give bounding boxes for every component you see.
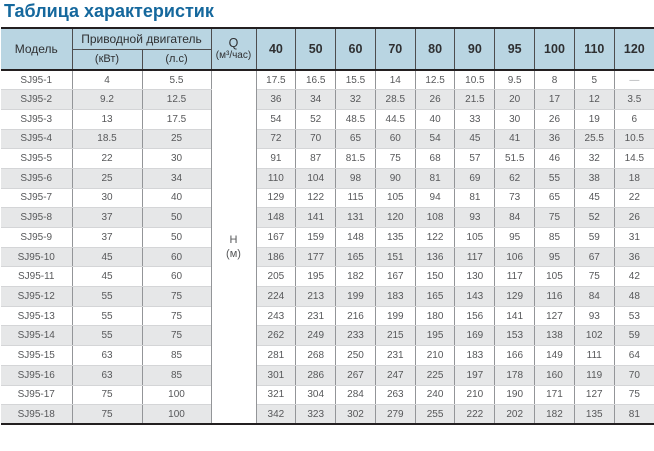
value-cell: 9.5 — [495, 70, 535, 90]
value-cell: 51.5 — [495, 149, 535, 169]
value-cell: 195 — [415, 326, 455, 346]
value-cell: 105 — [375, 188, 415, 208]
table-row — [1, 385, 654, 405]
model-cell: SJ95-8 — [1, 208, 72, 228]
table-row — [1, 208, 654, 228]
value-cell: 267 — [336, 365, 376, 385]
value-cell: 127 — [535, 306, 575, 326]
value-cell: 210 — [455, 385, 495, 405]
value-cell: 195 — [296, 267, 336, 287]
table-row — [1, 306, 654, 326]
value-cell: 33 — [455, 109, 495, 129]
value-cell: 210 — [415, 346, 455, 366]
flow-column-header: 50 — [296, 28, 336, 70]
value-cell: 279 — [375, 405, 415, 425]
value-cell: 143 — [455, 287, 495, 307]
value-cell: 48.5 — [336, 109, 376, 129]
value-cell: 104 — [296, 168, 336, 188]
model-cell: SJ95-6 — [1, 168, 72, 188]
value-cell: 286 — [296, 365, 336, 385]
value-cell: 202 — [495, 405, 535, 425]
value-cell: 14 — [375, 70, 415, 90]
value-cell: 243 — [256, 306, 296, 326]
table-row — [1, 168, 654, 188]
table-header — [1, 28, 654, 70]
flow-column-header: 80 — [415, 28, 455, 70]
value-cell: 240 — [415, 385, 455, 405]
model-cell: SJ95-4 — [1, 129, 72, 149]
hp-cell: 50 — [142, 228, 211, 248]
value-cell: 18 — [614, 168, 654, 188]
value-cell: 81 — [614, 405, 654, 425]
value-cell: 90 — [375, 168, 415, 188]
value-cell: 130 — [455, 267, 495, 287]
value-cell: 182 — [535, 405, 575, 425]
value-cell: 62 — [495, 168, 535, 188]
value-cell: 40 — [415, 109, 455, 129]
value-cell: 25.5 — [574, 129, 614, 149]
value-cell: 20 — [495, 90, 535, 110]
value-cell: 5 — [574, 70, 614, 90]
value-cell: 10.5 — [455, 70, 495, 90]
value-cell: 105 — [535, 267, 575, 287]
hp-cell: 5.5 — [142, 70, 211, 90]
value-cell: 301 — [256, 365, 296, 385]
value-cell: 52 — [296, 109, 336, 129]
value-cell: 64 — [614, 346, 654, 366]
kw-cell: 13 — [72, 109, 142, 129]
value-cell: 165 — [415, 287, 455, 307]
value-cell: 153 — [495, 326, 535, 346]
q-unit-label: (м³/час) — [215, 50, 252, 62]
value-cell: 105 — [455, 228, 495, 248]
hp-subheader: (л.с) — [142, 49, 211, 70]
value-cell: 199 — [375, 306, 415, 326]
value-cell: 54 — [256, 109, 296, 129]
table-row — [1, 70, 654, 90]
value-cell: 59 — [574, 228, 614, 248]
value-cell: 106 — [495, 247, 535, 267]
value-cell: 165 — [336, 247, 376, 267]
value-cell: 32 — [336, 90, 376, 110]
header-row-top — [1, 28, 654, 49]
value-cell: 81.5 — [336, 149, 376, 169]
value-cell: 81 — [455, 188, 495, 208]
value-cell: 94 — [415, 188, 455, 208]
value-cell: 135 — [574, 405, 614, 425]
model-cell: SJ95-13 — [1, 306, 72, 326]
value-cell: 178 — [495, 365, 535, 385]
value-cell: 19 — [574, 109, 614, 129]
value-cell: 115 — [336, 188, 376, 208]
value-cell: 151 — [375, 247, 415, 267]
value-cell: 17 — [535, 90, 575, 110]
value-cell: 304 — [296, 385, 336, 405]
table-row — [1, 188, 654, 208]
value-cell: 36 — [614, 247, 654, 267]
hp-cell: 75 — [142, 287, 211, 307]
kw-cell: 30 — [72, 188, 142, 208]
value-cell: 116 — [535, 287, 575, 307]
value-cell: 65 — [336, 129, 376, 149]
model-cell: SJ95-17 — [1, 385, 72, 405]
value-cell: 224 — [256, 287, 296, 307]
value-cell: 54 — [415, 129, 455, 149]
hp-cell: 30 — [142, 149, 211, 169]
value-cell: 149 — [535, 346, 575, 366]
flow-column-header: 60 — [336, 28, 376, 70]
kw-cell: 63 — [72, 346, 142, 366]
value-cell: 72 — [256, 129, 296, 149]
value-cell: 119 — [574, 365, 614, 385]
flow-column-header: 70 — [375, 28, 415, 70]
value-cell: 323 — [296, 405, 336, 425]
value-cell: 131 — [336, 208, 376, 228]
hp-cell: 40 — [142, 188, 211, 208]
value-cell: 169 — [455, 326, 495, 346]
flow-column-header: 90 — [455, 28, 495, 70]
value-cell: 117 — [455, 247, 495, 267]
hp-cell: 60 — [142, 247, 211, 267]
model-cell: SJ95-12 — [1, 287, 72, 307]
model-cell: SJ95-15 — [1, 346, 72, 366]
table-row — [1, 228, 654, 248]
value-cell: 93 — [455, 208, 495, 228]
value-cell: 45 — [455, 129, 495, 149]
model-cell: SJ95-18 — [1, 405, 72, 425]
page-title: Таблица характеристик — [4, 1, 214, 21]
value-cell: 30 — [495, 109, 535, 129]
value-cell: 41 — [495, 129, 535, 149]
value-cell: 127 — [574, 385, 614, 405]
q-column-header — [211, 28, 256, 70]
table-row — [1, 90, 654, 110]
model-cell: SJ95-5 — [1, 149, 72, 169]
value-cell: 159 — [296, 228, 336, 248]
kw-cell: 75 — [72, 385, 142, 405]
value-cell: 15.5 — [336, 70, 376, 90]
value-cell: 141 — [296, 208, 336, 228]
value-cell: 26 — [535, 109, 575, 129]
value-cell: 222 — [455, 405, 495, 425]
value-cell: 281 — [256, 346, 296, 366]
kw-cell: 4 — [72, 70, 142, 90]
value-cell: 57 — [455, 149, 495, 169]
value-cell: 183 — [375, 287, 415, 307]
kw-cell: 75 — [72, 405, 142, 425]
kw-cell: 37 — [72, 228, 142, 248]
hp-cell: 100 — [142, 385, 211, 405]
value-cell: 205 — [256, 267, 296, 287]
value-cell: 166 — [495, 346, 535, 366]
value-cell: 136 — [415, 247, 455, 267]
kw-cell: 55 — [72, 326, 142, 346]
value-cell: 183 — [455, 346, 495, 366]
h-unit-label: (м) — [226, 248, 241, 261]
kw-cell: 45 — [72, 247, 142, 267]
value-cell: 177 — [296, 247, 336, 267]
value-cell: 160 — [535, 365, 575, 385]
value-cell: 148 — [336, 228, 376, 248]
kw-cell: 22 — [72, 149, 142, 169]
value-cell: 263 — [375, 385, 415, 405]
page — [0, 1, 654, 451]
table-row — [1, 365, 654, 385]
model-cell: SJ95-14 — [1, 326, 72, 346]
kw-cell: 25 — [72, 168, 142, 188]
hp-cell: 60 — [142, 267, 211, 287]
value-cell: 69 — [455, 168, 495, 188]
value-cell: 93 — [574, 306, 614, 326]
characteristics-table — [1, 27, 654, 425]
hp-cell: 25 — [142, 129, 211, 149]
table-row — [1, 129, 654, 149]
value-cell: 16.5 — [296, 70, 336, 90]
value-cell: 67 — [574, 247, 614, 267]
value-cell: 249 — [296, 326, 336, 346]
value-cell: 197 — [455, 365, 495, 385]
value-cell: 48 — [614, 287, 654, 307]
model-cell: SJ95-1 — [1, 70, 72, 90]
value-cell: 12.5 — [415, 70, 455, 90]
model-cell: SJ95-11 — [1, 267, 72, 287]
value-cell: 110 — [256, 168, 296, 188]
value-cell: 102 — [574, 326, 614, 346]
value-cell: 262 — [256, 326, 296, 346]
value-cell: 75 — [535, 208, 575, 228]
hp-cell: 100 — [142, 405, 211, 425]
q-label: Q — [228, 36, 239, 51]
model-column-header: Модель — [1, 28, 72, 70]
value-cell: 108 — [415, 208, 455, 228]
value-cell: 59 — [614, 326, 654, 346]
value-cell: 268 — [296, 346, 336, 366]
value-cell: 68 — [415, 149, 455, 169]
value-cell: 22 — [614, 188, 654, 208]
value-cell: 247 — [375, 365, 415, 385]
value-cell: 53 — [614, 306, 654, 326]
value-cell: 14.5 — [614, 149, 654, 169]
value-cell: 231 — [375, 346, 415, 366]
value-cell: 167 — [256, 228, 296, 248]
h-label: H — [229, 233, 238, 246]
value-cell: 36 — [535, 129, 575, 149]
value-cell: 75 — [375, 149, 415, 169]
value-cell: 81 — [415, 168, 455, 188]
hp-cell: 12.5 — [142, 90, 211, 110]
value-cell: 60 — [375, 129, 415, 149]
value-cell: 321 — [256, 385, 296, 405]
value-cell: 6 — [614, 109, 654, 129]
value-cell: 122 — [296, 188, 336, 208]
value-cell: 12 — [574, 90, 614, 110]
value-cell: 213 — [296, 287, 336, 307]
table-row — [1, 287, 654, 307]
value-cell: 342 — [256, 405, 296, 425]
table-row — [1, 109, 654, 129]
model-cell: SJ95-10 — [1, 247, 72, 267]
kw-subheader: (кВт) — [72, 49, 142, 70]
value-cell: 52 — [574, 208, 614, 228]
value-cell: 180 — [415, 306, 455, 326]
value-cell: 17.5 — [256, 70, 296, 90]
value-cell: 31 — [614, 228, 654, 248]
value-cell: 38 — [574, 168, 614, 188]
value-cell: 75 — [614, 385, 654, 405]
value-cell: 171 — [535, 385, 575, 405]
value-cell: 231 — [296, 306, 336, 326]
table-row — [1, 405, 654, 425]
value-cell: 26 — [614, 208, 654, 228]
value-cell: 34 — [296, 90, 336, 110]
head-unit-cell — [211, 70, 256, 424]
kw-cell: 18.5 — [72, 129, 142, 149]
model-cell: SJ95-16 — [1, 365, 72, 385]
value-cell: 73 — [495, 188, 535, 208]
model-cell: SJ95-7 — [1, 188, 72, 208]
flow-column-header: 120 — [614, 28, 654, 70]
value-cell: 36 — [256, 90, 296, 110]
value-cell: 3.5 — [614, 90, 654, 110]
value-cell: 98 — [336, 168, 376, 188]
value-cell: 284 — [336, 385, 376, 405]
value-cell: 95 — [495, 228, 535, 248]
hp-cell: 17.5 — [142, 109, 211, 129]
value-cell: 167 — [375, 267, 415, 287]
motor-group-header: Приводной двигатель — [72, 28, 211, 49]
value-cell: 122 — [415, 228, 455, 248]
table-row — [1, 267, 654, 287]
value-cell: 42 — [614, 267, 654, 287]
value-cell: 28.5 — [375, 90, 415, 110]
value-cell: 255 — [415, 405, 455, 425]
value-cell: 215 — [375, 326, 415, 346]
value-cell: 186 — [256, 247, 296, 267]
value-cell: 21.5 — [455, 90, 495, 110]
value-cell: 182 — [336, 267, 376, 287]
value-cell: 190 — [495, 385, 535, 405]
value-cell: 8 — [535, 70, 575, 90]
value-cell: 32 — [574, 149, 614, 169]
value-cell: 135 — [375, 228, 415, 248]
value-cell: 120 — [375, 208, 415, 228]
value-cell: 216 — [336, 306, 376, 326]
value-cell: 148 — [256, 208, 296, 228]
table-row — [1, 346, 654, 366]
value-cell: 95 — [535, 247, 575, 267]
value-cell: 45 — [574, 188, 614, 208]
kw-cell: 45 — [72, 267, 142, 287]
value-cell: 75 — [574, 267, 614, 287]
model-cell: SJ95-2 — [1, 90, 72, 110]
value-cell: 117 — [495, 267, 535, 287]
value-cell: 150 — [415, 267, 455, 287]
kw-cell: 9.2 — [72, 90, 142, 110]
value-cell: 138 — [535, 326, 575, 346]
value-cell: 225 — [415, 365, 455, 385]
kw-cell: 55 — [72, 287, 142, 307]
value-cell: 233 — [336, 326, 376, 346]
value-cell: 199 — [336, 287, 376, 307]
value-cell: 91 — [256, 149, 296, 169]
value-cell: 65 — [535, 188, 575, 208]
value-cell: 111 — [574, 346, 614, 366]
flow-column-header: 95 — [495, 28, 535, 70]
kw-cell: 37 — [72, 208, 142, 228]
hp-cell: 75 — [142, 326, 211, 346]
flow-column-header: 110 — [574, 28, 614, 70]
value-cell: 85 — [535, 228, 575, 248]
model-cell: SJ95-3 — [1, 109, 72, 129]
value-cell: 70 — [296, 129, 336, 149]
value-cell: — — [614, 70, 654, 90]
value-cell: 46 — [535, 149, 575, 169]
table-row — [1, 326, 654, 346]
value-cell: 129 — [256, 188, 296, 208]
value-cell: 26 — [415, 90, 455, 110]
table-row — [1, 149, 654, 169]
hp-cell: 34 — [142, 168, 211, 188]
value-cell: 55 — [535, 168, 575, 188]
value-cell: 44.5 — [375, 109, 415, 129]
kw-cell: 63 — [72, 365, 142, 385]
hp-cell: 50 — [142, 208, 211, 228]
value-cell: 156 — [455, 306, 495, 326]
flow-column-header: 100 — [535, 28, 575, 70]
value-cell: 84 — [574, 287, 614, 307]
value-cell: 70 — [614, 365, 654, 385]
value-cell: 87 — [296, 149, 336, 169]
table-row — [1, 247, 654, 267]
hp-cell: 85 — [142, 365, 211, 385]
value-cell: 84 — [495, 208, 535, 228]
value-cell: 250 — [336, 346, 376, 366]
value-cell: 129 — [495, 287, 535, 307]
model-cell: SJ95-9 — [1, 228, 72, 248]
hp-cell: 75 — [142, 306, 211, 326]
value-cell: 302 — [336, 405, 376, 425]
hp-cell: 85 — [142, 346, 211, 366]
value-cell: 10.5 — [614, 129, 654, 149]
table-body — [1, 70, 654, 424]
flow-column-header: 40 — [256, 28, 296, 70]
value-cell: 141 — [495, 306, 535, 326]
kw-cell: 55 — [72, 306, 142, 326]
